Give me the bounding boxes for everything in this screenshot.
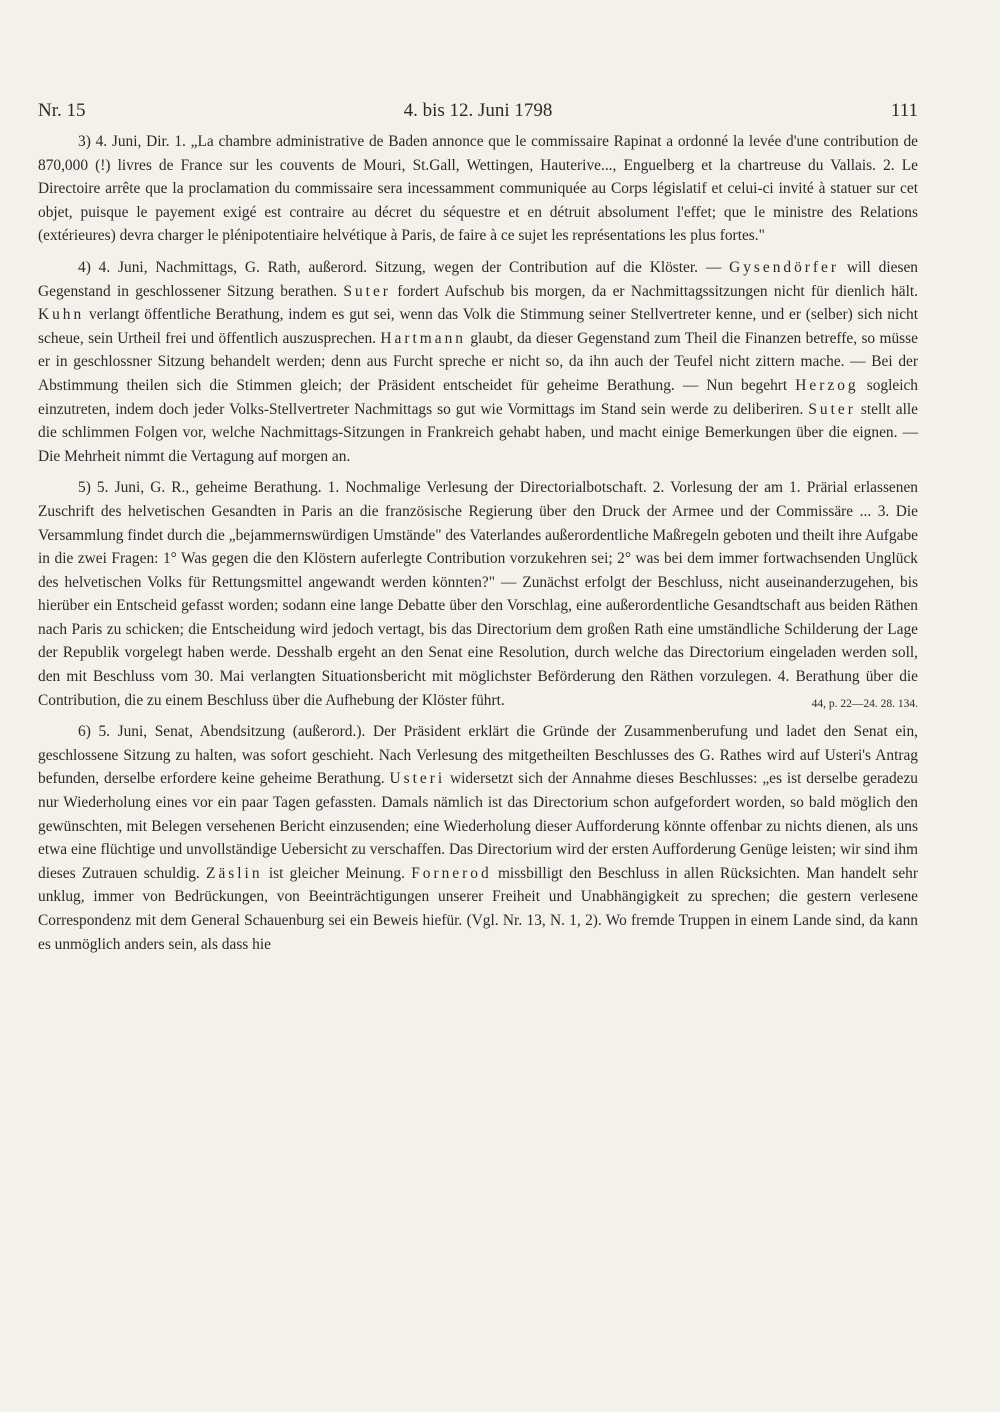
speaker-name: Suter (343, 282, 391, 300)
speaker-name: Kuhn (38, 306, 85, 324)
speaker-name: Suter (808, 400, 856, 418)
paragraph-6: 6) 5. Juni, Senat, Abendsitzung (außerord.). Der Präsident erklärt die Gründe der Zusammenberufung und ladet den Senat ein, geschlossene Sitzung zu halten, was sofort geschieht. Nach Verlesung des mitgetheilten Beschlusses des G. Rathes wird auf Usteri's Antrag befunden, derselbe erfordere keine geheime Berathung. Usteri widersetzt sich der Annahme dieses Beschlusses: „es ist derselbe geradezu nur Wiederholung eines vor ein paar Tagen gefassten. Damals nämlich ist das Directorium schon aufgefordert worden, so bald möglich den gewünschten, mit Belegen versehenen Bericht einzusenden; eine Wiederholung dieser Aufforderung könnte offenbar zu nichts dienen, als uns etwa eine flüchtige und unvollständige Uebersicht zu verschaffen. Das Directorium wird der ersten Aufforderung Genüge leisten; wir sind ihm dieses Zutrauen schuldig. Zäslin ist gleicher Meinung. Fornerod missbilligt den Beschluss in allen Rücksichten. Man handelt sehr unklug, immer von Bedrückungen, von Beeinträchtigungen unserer Freiheit und Unabhängigkeit zu sprechen; die gestern verlesene Correspondenz mit dem General Schauenburg sei ein Beweis hiefür. (Vgl. Nr. 13, N. 1, 2). Wo fremde Truppen in einem Lande sind, da kann es unmöglich anders sein, als dass hie (38, 723, 919, 953)
document-page (38, 100, 918, 964)
issue-number: Nr. 15 (38, 100, 86, 121)
paragraph-4: 4) 4. Juni, Nachmittags, G. Rath, außerord. Sitzung, wegen der Contribution auf die Klöster. — Gysendörfer will diesen Gegenstand in geschlossener Sitzung berathen. Suter fordert Aufschub bis morgen, da er Nachmittagssitzungen nicht für dienlich hält. Kuhn verlangt öffentliche Berathung, indem es gut sei, wenn das Volk die Stimmung seiner Stellvertreter kenne, und er (selber) sich nicht scheue, sein Urtheil frei und öffentlich auszusprechen. Hartmann glaubt, da dieser Gegenstand zum Theil die Finanzen betreffe, so müsse er in geschlossner Sitzung behandelt werden; denn aus Furcht spreche er nicht so, da ihn auch der Teufel nicht zittern mache. — Bei der Abstimmung theilen sich die Stimmen gleich; der Präsident entscheidet für geheime Berathung. — Nun begehrt Herzog sogleich einzutreten, indem doch jeder Volks-Stellvertreter Nachmittags so gut wie Vormittags im Stand sein werde zu deliberiren. Suter stellt alle die schlimmen Folgen vor, welche Nachmittags-Sitzungen in Frankreich gehabt haben, und macht einige Bemerkungen über die eignen. — Die Mehrheit nimmt die Vertagung auf morgen an. (38, 258, 918, 465)
page-number: 111 (890, 100, 918, 121)
source-reference: 44, p. 22—24. 28. 134. (811, 697, 918, 710)
speaker-name: Hartmann (380, 329, 466, 347)
speaker-name: Herzog (795, 376, 859, 394)
date-range: 4. bis 12. Juni 1798 (403, 100, 553, 121)
running-header (38, 100, 918, 130)
speaker-name: Gysendörfer (729, 258, 840, 276)
paragraph-5: 5) 5. Juni, G. R., geheime Berathung. 1. Nochmalige Verlesung der Directorialbotschaft. 2. Vorlesung der am 1. Prärial erlassenen Zuschrift des helvetischen Gesandten in Paris an die französische Regierung über den Druck der Armee und der Commissäre ... 3. Die Versammlung findet durch die „bejammernswürdigen Umstände" des Vaterlandes außerordentliche Maßregeln geboten und theilt ihre Aufgabe in die zwei Fragen: 1° Was gegen die den Klöstern auferlegte Contribution vorzukehren sei; 2° was bei dem immer fortwachsenden Unglück des helvetischen Volks für Rettungsmittel angewandt werden könnten?" — Zunächst erfolgt der Beschluss, nicht auseinanderzugehen, bis hierüber ein Entscheid gefasst worden; sodann eine lange Debatte über den Vorschlag, eine außerordentliche Gesandtschaft aus beiden Räthen nach Paris zu schicken; die Entscheidung wird jedoch vertagt, bis das Directorium dem großen Rath eine umständliche Schilderung der Lage der Republik vorgelegt haben werde. Desshalb ergeht an den Senat eine Resolution, durch welche das Directorium eingeladen werden soll, den mit Beschluss vom 30. Mai verlangten Situationsbericht mit möglichster Beförderung den Räthen vorzulegen. 4. Berathung über die Contribution, die zu einem Beschluss über die Aufhebung der Klöster führt. 44, p. 22—24. 28. 134. (38, 476, 918, 712)
speaker-name: Zäslin (206, 864, 263, 882)
speaker-name: Usteri (389, 770, 446, 788)
speaker-name: Fornerod (411, 864, 492, 882)
paragraph-3: 3) 4. Juni, Dir. 1. „La chambre administrative de Baden annonce que le commissaire Rapinat a ordonné la levée d'une contribution de 870,000 (!) livres de France sur les couvents de Mouri, St.Gall, Wettingen, Hauterive..., Enguelberg et la chartreuse du Vallais. 2. Le Directoire arrête que la proclamation du commissaire sera incessamment communiquée au Corps législatif et celui-ci invité à statuer sur cet objet, puisque le payement exigé est contraire au décret du séquestre et en détruit absolument l'effet; que le ministre des Relations (extérieures) devra charger le plénipotentiaire helvétique à Paris, de faire à ce sujet les représentations les plus fortes." (38, 133, 918, 245)
